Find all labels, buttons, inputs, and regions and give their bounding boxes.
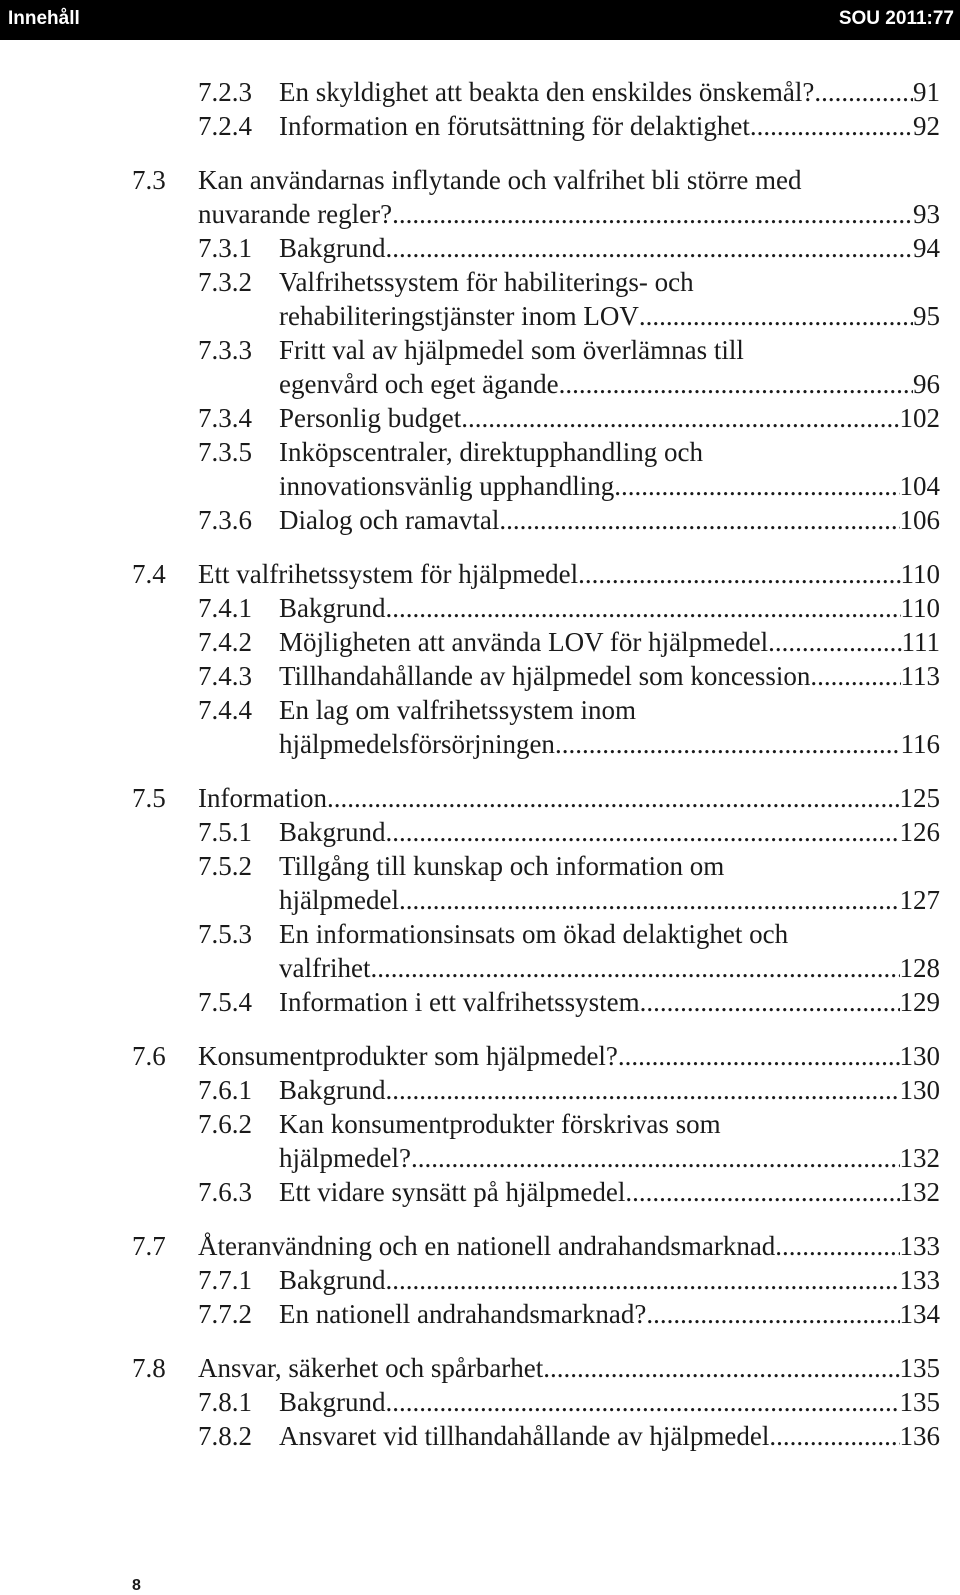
entry-title-line: Bakgrund: [279, 1075, 386, 1105]
toc-entry[interactable]: [132, 1351, 940, 1385]
page-reference: 110: [900, 593, 940, 623]
dot-leader: [392, 197, 913, 231]
dot-leader: [499, 503, 899, 537]
page-reference: 128: [899, 953, 940, 983]
dot-leader: [646, 1297, 899, 1331]
toc-entry[interactable]: [198, 1297, 940, 1331]
entry-title-line: Personlig budget: [279, 403, 462, 433]
page-reference: 130: [899, 1075, 940, 1105]
page-reference: 111: [901, 627, 940, 657]
entry-title-line: Ett vidare synsätt på hjälpmedel: [279, 1177, 626, 1207]
toc-entry[interactable]: [198, 109, 940, 143]
entry-title-line: Bakgrund: [279, 593, 386, 623]
page-reference: 91: [913, 77, 940, 107]
dot-leader: [399, 883, 900, 917]
entry-title-line: Återanvändning och en nationell andrahandsmarknad: [198, 1231, 776, 1261]
page-reference: 113: [900, 661, 940, 691]
page-reference: 104: [899, 471, 940, 501]
entry-title-line: Ansvar, säkerhet och spårbarhet: [198, 1353, 544, 1383]
page-reference: 92: [913, 111, 940, 141]
section-number: 7.4.1: [198, 593, 252, 623]
entry-title-line: Bakgrund: [279, 1387, 386, 1417]
toc-entry[interactable]: [132, 1229, 940, 1263]
dot-leader: [810, 659, 900, 693]
page-reference: 106: [899, 505, 940, 535]
section-number: 7.8.2: [198, 1421, 252, 1451]
toc-entry[interactable]: [198, 693, 940, 761]
section-number: 7.3.4: [198, 403, 252, 433]
entry-title-line: rehabiliteringstjänster inom LOV: [279, 301, 639, 331]
section-number: 7.3.6: [198, 505, 252, 535]
dot-leader: [385, 1263, 899, 1297]
page-reference: 132: [899, 1143, 940, 1173]
page-reference: 93: [913, 199, 940, 229]
entry-title-line: Information en förutsättning för delaktighet: [279, 111, 750, 141]
toc-entry[interactable]: [198, 917, 940, 985]
toc-entry[interactable]: [198, 333, 940, 401]
dot-leader: [768, 625, 901, 659]
page-reference: 135: [899, 1387, 940, 1417]
entry-title-line: hjälpmedelsförsörjningen: [279, 729, 555, 759]
section-number: 7.2.4: [198, 111, 252, 141]
toc-entry[interactable]: [198, 659, 940, 693]
section-number: 7.5: [132, 783, 166, 813]
toc-entry[interactable]: [198, 1175, 940, 1209]
section-number: 7.2.3: [198, 77, 252, 107]
dot-leader: [385, 591, 900, 625]
toc-entry[interactable]: [198, 625, 940, 659]
dot-leader: [555, 727, 901, 761]
entry-title-line: valfrihet: [279, 953, 371, 983]
page-reference: 133: [899, 1265, 940, 1295]
section-number: 7.4.4: [198, 695, 252, 725]
toc-entry[interactable]: [198, 1419, 940, 1453]
dot-leader: [769, 1419, 899, 1453]
section-number: 7.3: [132, 165, 166, 195]
entry-title-line: Bakgrund: [279, 1265, 386, 1295]
section-title: Innehåll: [8, 8, 80, 29]
section-number: 7.7: [132, 1231, 166, 1261]
entry-title-line: hjälpmedel?: [279, 1143, 411, 1173]
page-reference: 134: [899, 1299, 940, 1329]
page-reference: 116: [900, 729, 940, 759]
entry-title-line: Valfrihetssystem för habiliterings- och: [279, 267, 694, 297]
section-number: 7.7.2: [198, 1299, 252, 1329]
entry-title-line: Dialog och ramavtal: [279, 505, 500, 535]
toc-entry[interactable]: [132, 1039, 940, 1073]
section-number: 7.3.3: [198, 335, 252, 365]
dot-leader: [639, 299, 913, 333]
page-reference: 136: [899, 1421, 940, 1451]
dot-leader: [814, 75, 913, 109]
toc-entry[interactable]: [198, 1073, 940, 1107]
dot-leader: [327, 781, 900, 815]
entry-title-line: Bakgrund: [279, 817, 386, 847]
toc-entry[interactable]: [198, 985, 940, 1019]
entry-title-line: Tillhandahållande av hjälpmedel som koncession: [279, 661, 811, 691]
page-reference: 133: [899, 1231, 940, 1261]
dot-leader: [578, 557, 900, 591]
section-number: 7.4.2: [198, 627, 252, 657]
dot-leader: [625, 1175, 899, 1209]
section-number: 7.3.1: [198, 233, 252, 263]
page-reference: 94: [913, 233, 940, 263]
section-number: 7.3.2: [198, 267, 252, 297]
dot-leader: [370, 951, 899, 985]
page-reference: 135: [899, 1353, 940, 1383]
section-number: 7.5.1: [198, 817, 252, 847]
page-reference: 129: [899, 987, 940, 1017]
toc-entry[interactable]: [198, 75, 940, 109]
entry-title-line: Inköpscentraler, direktupphandling och: [279, 437, 704, 467]
entry-title-line: Ansvaret vid tillhandahållande av hjälpmedel: [279, 1421, 770, 1451]
dot-leader: [640, 985, 900, 1019]
toc-entry[interactable]: [132, 163, 940, 231]
toc-entry[interactable]: [198, 849, 940, 917]
page-number: 8: [132, 1577, 141, 1594]
toc-entry[interactable]: [198, 815, 940, 849]
toc-entry[interactable]: [132, 781, 940, 815]
entry-title-line: En lag om valfrihetssystem inom: [279, 695, 636, 725]
entry-title-line: Information i ett valfrihetssystem: [279, 987, 640, 1017]
dot-leader: [543, 1351, 899, 1385]
entry-title-line: En nationell andrahandsmarknad?: [279, 1299, 647, 1329]
page-reference: 102: [899, 403, 940, 433]
dot-leader: [750, 109, 913, 143]
page-reference: 125: [899, 783, 940, 813]
dot-leader: [411, 1141, 900, 1175]
entry-title-line: En skyldighet att beakta den enskildes önskemål?: [279, 77, 815, 107]
page-reference: 132: [899, 1177, 940, 1207]
section-number: 7.6.2: [198, 1109, 252, 1139]
dot-leader: [775, 1229, 899, 1263]
entry-title-line: Konsumentprodukter som hjälpmedel?: [198, 1041, 618, 1071]
entry-title-line: En informationsinsats om ökad delaktighet och: [279, 919, 789, 949]
entry-title-line: egenvård och eget ägande: [279, 369, 559, 399]
dot-leader: [614, 469, 899, 503]
section-number: 7.5.4: [198, 987, 252, 1017]
entry-title-line: Kan konsumentprodukter förskrivas som: [279, 1109, 721, 1139]
entry-title-line: Möjligheten att använda LOV för hjälpmedel: [279, 627, 769, 657]
dot-leader: [618, 1039, 900, 1073]
entry-title-line: Fritt val av hjälpmedel som överlämnas till: [279, 335, 744, 365]
running-header: [0, 0, 960, 40]
entry-title-line: Bakgrund: [279, 233, 386, 263]
section-number: 7.6.3: [198, 1177, 252, 1207]
section-number: 7.6.1: [198, 1075, 252, 1105]
page-reference: 126: [899, 817, 940, 847]
toc-entry[interactable]: [198, 1107, 940, 1175]
toc-entry[interactable]: [198, 265, 940, 333]
section-number: 7.4.3: [198, 661, 252, 691]
page-reference: 95: [913, 301, 940, 331]
dot-leader: [385, 231, 913, 265]
toc-entry[interactable]: [198, 1385, 940, 1419]
entry-title-line: hjälpmedel: [279, 885, 399, 915]
document-id: SOU 2011:77: [838, 8, 954, 29]
page-reference: 96: [913, 369, 940, 399]
entry-title-line: innovationsvänlig upphandling: [279, 471, 615, 501]
entry-title-line: nuvarande regler?: [198, 199, 393, 229]
entry-title-line: Kan användarnas inflytande och valfrihet bli större med: [198, 165, 802, 195]
section-number: 7.6: [132, 1041, 166, 1071]
entry-title-line: Tillgång till kunskap och information om: [279, 851, 725, 881]
dot-leader: [385, 1385, 899, 1419]
page-reference: 130: [899, 1041, 940, 1071]
toc-entry[interactable]: [198, 231, 940, 265]
entry-title-line: Ett valfrihetssystem för hjälpmedel: [198, 559, 579, 589]
toc-entry[interactable]: [132, 557, 940, 591]
section-number: 7.8: [132, 1353, 166, 1383]
toc-entry[interactable]: [198, 591, 940, 625]
section-number: 7.7.1: [198, 1265, 252, 1295]
toc-entry[interactable]: [198, 401, 940, 435]
section-number: 7.8.1: [198, 1387, 252, 1417]
section-number: 7.5.2: [198, 851, 252, 881]
section-number: 7.3.5: [198, 437, 252, 467]
section-number: 7.4: [132, 559, 166, 589]
section-number: 7.5.3: [198, 919, 252, 949]
toc-entry[interactable]: [198, 435, 940, 503]
dot-leader: [461, 401, 899, 435]
page-reference: 127: [899, 885, 940, 915]
dot-leader: [385, 815, 899, 849]
dot-leader: [559, 367, 913, 401]
dot-leader: [385, 1073, 899, 1107]
toc-entry[interactable]: [198, 503, 940, 537]
toc-entry[interactable]: [198, 1263, 940, 1297]
entry-title-line: Information: [198, 783, 327, 813]
page-reference: 110: [900, 559, 940, 589]
